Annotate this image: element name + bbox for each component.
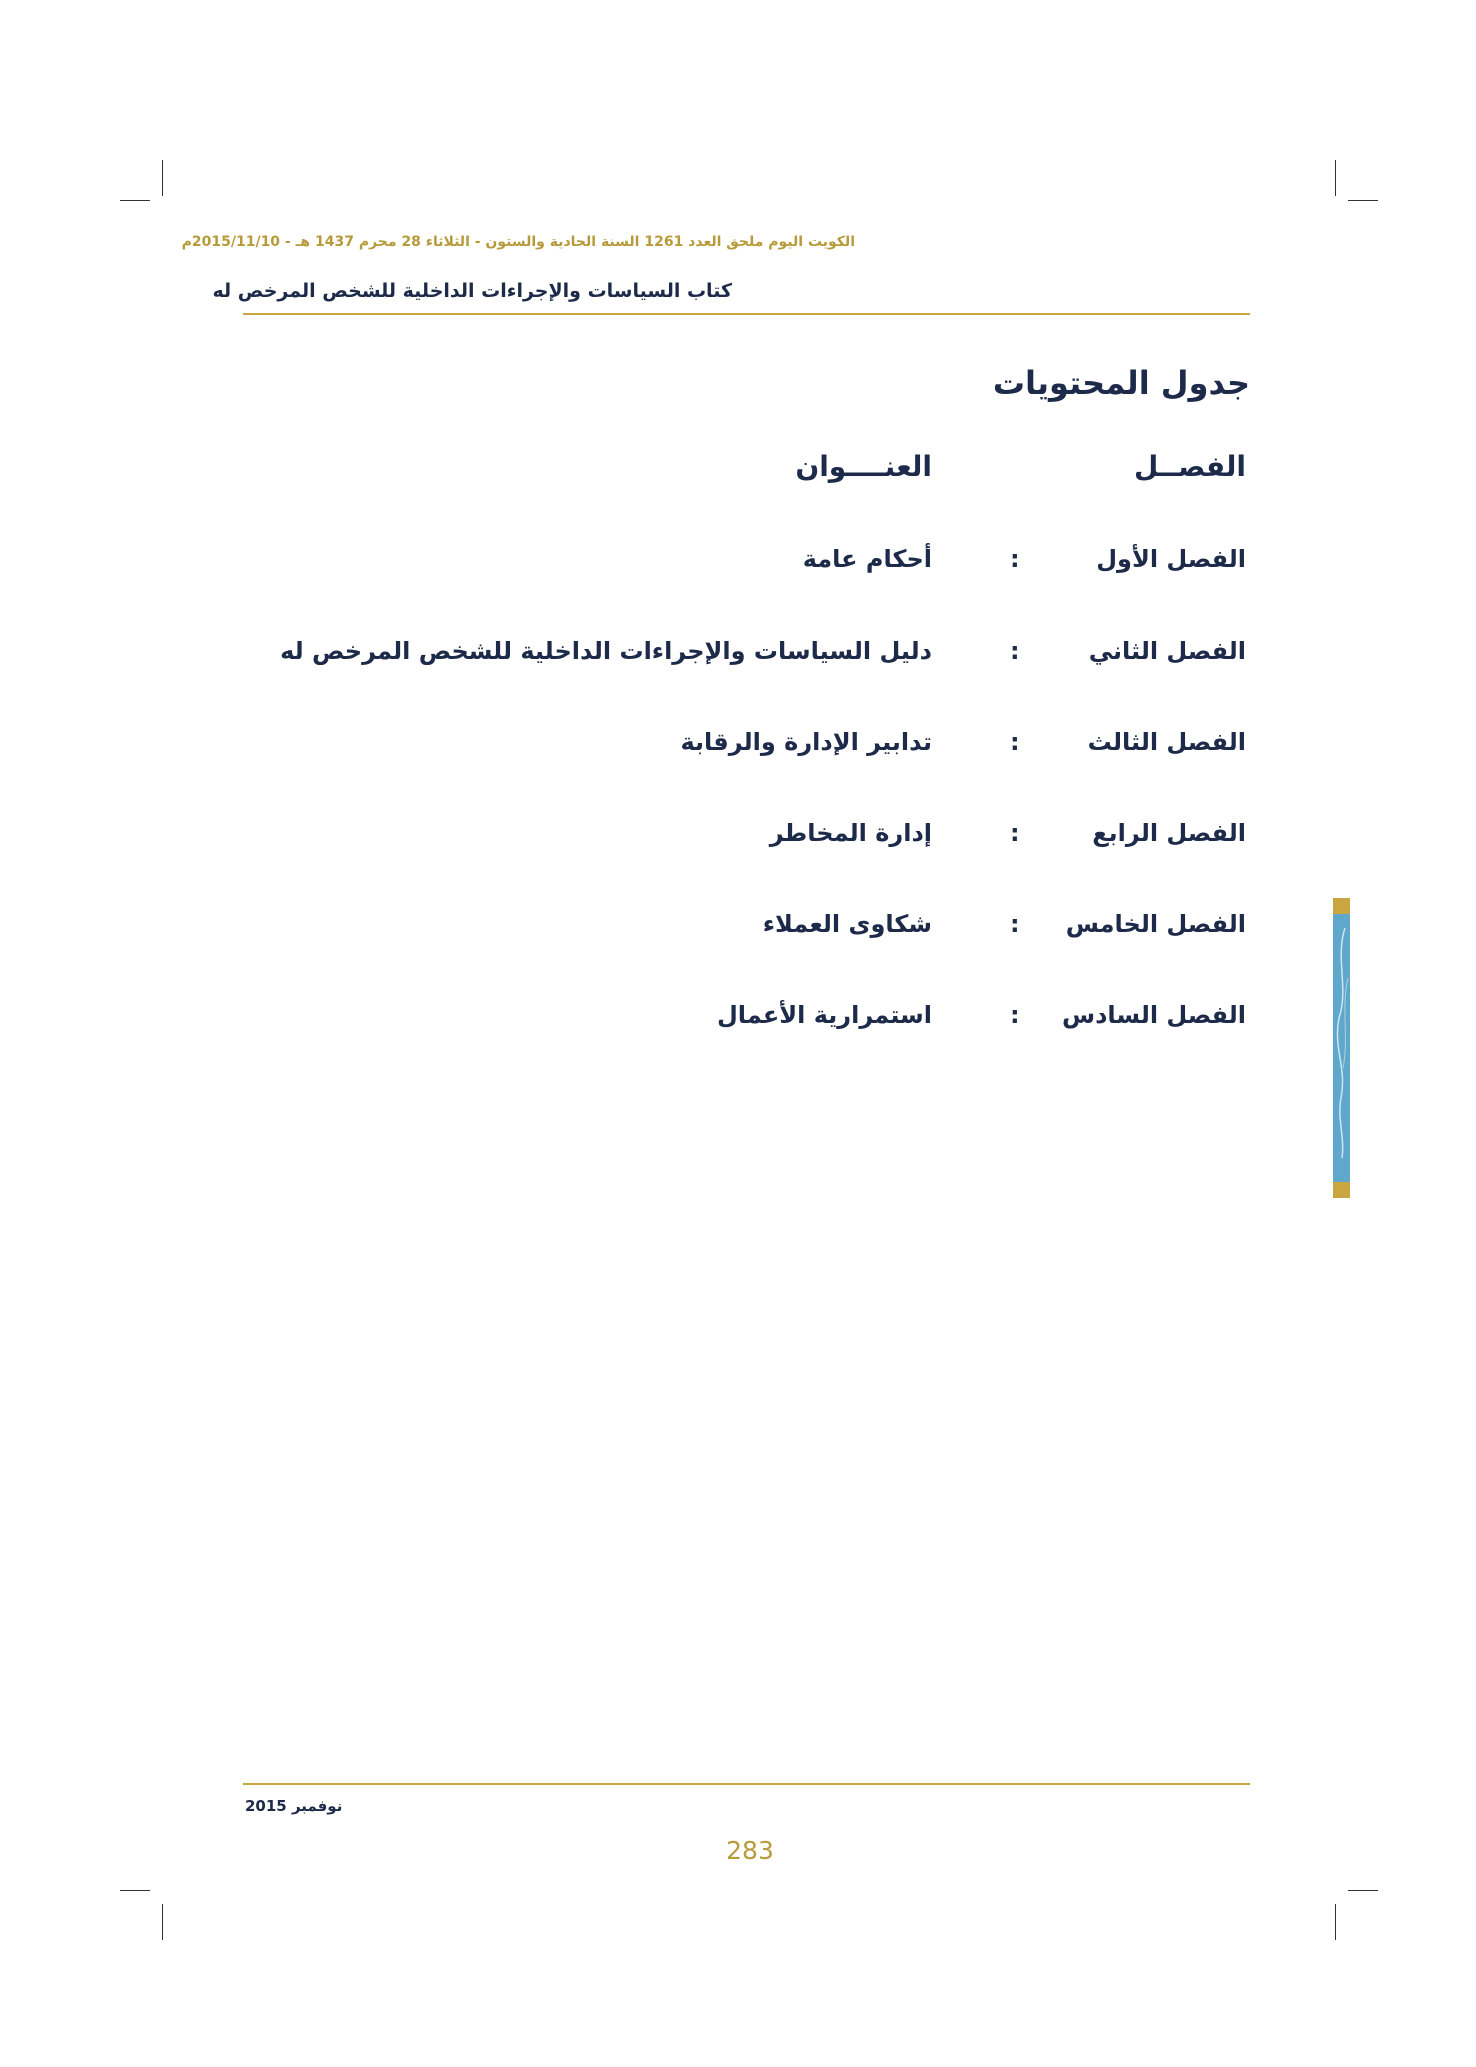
toc-row (0, 1001, 1476, 1041)
toc-separator: : (1010, 1001, 1020, 1029)
toc-separator: : (1010, 545, 1020, 573)
crop-mark (120, 200, 150, 201)
crop-mark (1348, 200, 1378, 201)
toc-title: جدول المحتويات (992, 364, 1250, 402)
toc-entry-title: أحكام عامة (802, 545, 932, 573)
toc-row (0, 728, 1476, 768)
crop-mark (162, 160, 163, 196)
page-number: 283 (726, 1836, 774, 1865)
crop-mark (1335, 1904, 1336, 1940)
gazette-line: الكويت اليوم ملحق العدد 1261 السنة الحادية والستون - الثلاثاء 28 محرم 1437 هـ - 2015/11/10م (181, 234, 855, 250)
toc-chapter: الفصل الثالث (1087, 728, 1246, 756)
toc-row (0, 819, 1476, 859)
toc-entry-title: تدابير الإدارة والرقابة (680, 728, 932, 756)
chapter-column-header: الفصــل (1134, 450, 1246, 483)
toc-chapter: الفصل الثاني (1088, 637, 1246, 665)
footer-date: نوفمبر 2015 (245, 1797, 343, 1815)
toc-chapter: الفصل السادس (1061, 1001, 1246, 1029)
toc-chapter: الفصل الرابع (1092, 819, 1246, 847)
toc-row (0, 545, 1476, 585)
toc-separator: : (1010, 728, 1020, 756)
toc-separator: : (1010, 637, 1020, 665)
toc-entry-title: استمرارية الأعمال (716, 1001, 932, 1029)
book-title: كتاب السياسات والإجراءات الداخلية للشخص المرخص له (212, 280, 732, 302)
toc-row (0, 910, 1476, 950)
crop-mark (162, 1904, 163, 1940)
toc-row (0, 637, 1476, 677)
calligraphy-swirl-icon (1333, 898, 1350, 1198)
footer-rule (243, 1783, 1250, 1785)
side-tab-cap (1333, 1182, 1350, 1198)
toc-chapter: الفصل الخامس (1065, 910, 1246, 938)
toc-entry-title: دليل السياسات والإجراءات الداخلية للشخص المرخص له (280, 637, 932, 665)
toc-chapter: الفصل الأول (1096, 545, 1246, 573)
title-column-header: العنــــوان (795, 450, 932, 483)
toc-separator: : (1010, 910, 1020, 938)
side-tab-decoration (1333, 898, 1350, 1198)
crop-mark (120, 1890, 150, 1891)
toc-entry-title: شكاوى العملاء (762, 910, 932, 938)
header-rule (243, 313, 1250, 315)
toc-separator: : (1010, 819, 1020, 847)
crop-mark (1348, 1890, 1378, 1891)
crop-mark (1335, 160, 1336, 196)
toc-entry-title: إدارة المخاطر (769, 819, 932, 847)
